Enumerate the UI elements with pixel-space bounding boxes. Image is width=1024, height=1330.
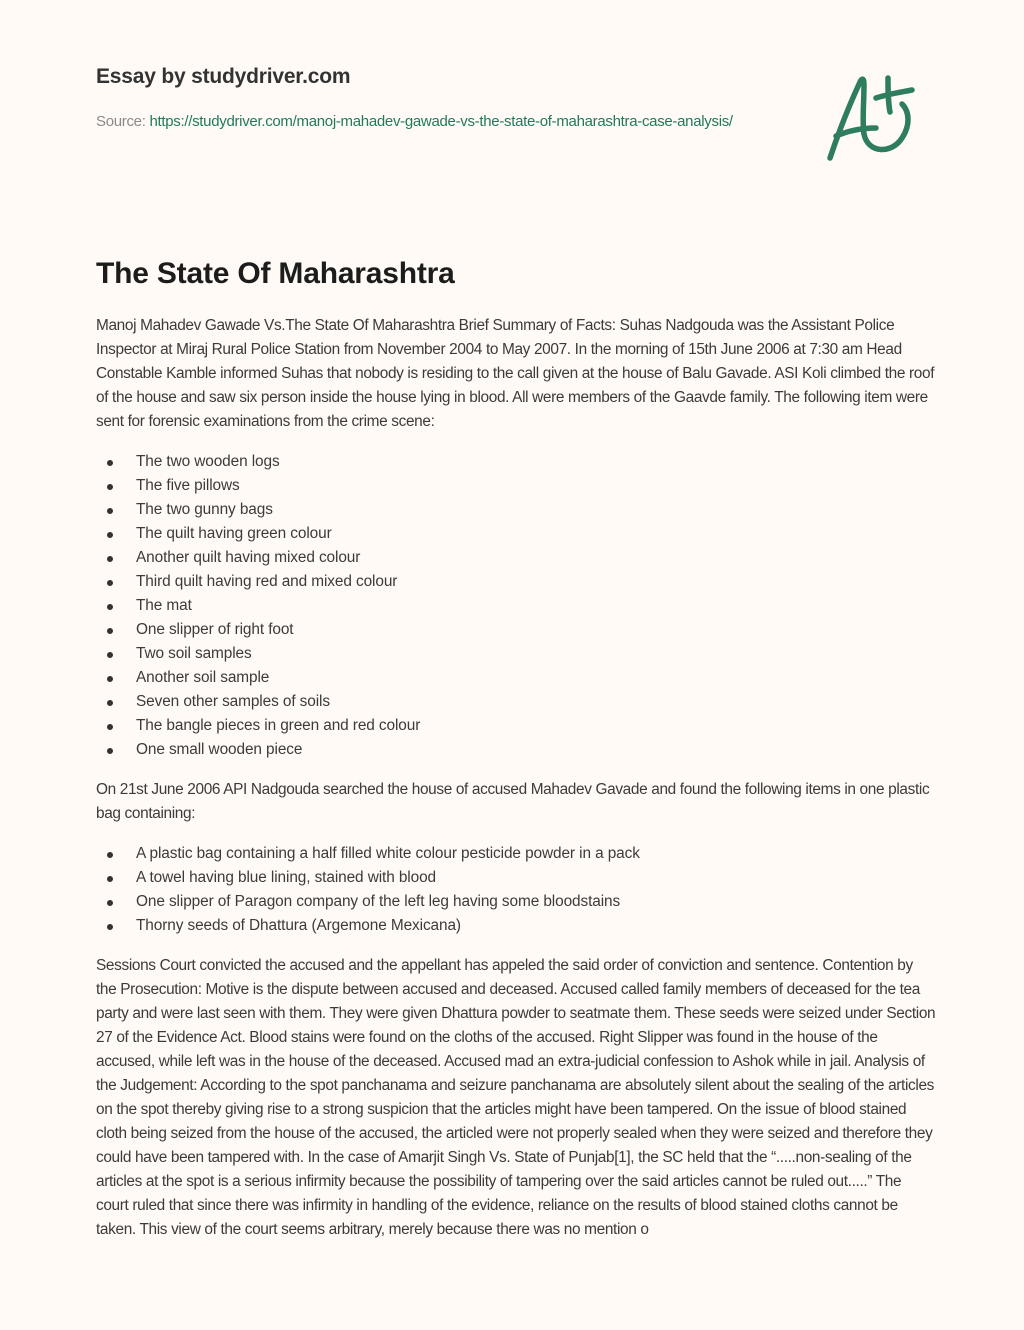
list-item: Third quilt having red and mixed colour <box>136 570 936 594</box>
forensic-items-list <box>96 450 936 762</box>
article-title: The State Of Maharashtra <box>96 257 455 290</box>
list-item: Another soil sample <box>136 666 936 690</box>
list-item: The mat <box>136 594 936 618</box>
source-line <box>96 110 776 134</box>
article-body <box>96 314 936 1258</box>
list-item: The bangle pieces in green and red colour <box>136 714 936 738</box>
site-title: Essay by studydriver.com <box>96 65 351 88</box>
list-item: The two gunny bags <box>136 498 936 522</box>
list-item: Another quilt having mixed colour <box>136 546 936 570</box>
source-link[interactable]: https://studydriver.com/manoj-mahadev-gawade-vs-the-state-of-maharashtra-case-analysis/ <box>149 113 733 130</box>
list-item: Seven other samples of soils <box>136 690 936 714</box>
intro-paragraph: Manoj Mahadev Gawade Vs.The State Of Maharashtra Brief Summary of Facts: Suhas Nadgouda was the Assistant Police Inspector at Miraj Rural Police Station from November 2004 to May 2007. In the morning of 15th June 2006 at 7:30 am Head Constable Kamble informed Suhas that nobody is residing to the call given at the house of Balu Gavade. ASI Koli climbed the roof of the house and saw six person inside the house lying in blood. All were members of the Gaavde family. The following item were sent for forensic examinations from the crime scene: <box>96 317 935 430</box>
seized-items-list <box>96 842 936 938</box>
list-item: Two soil samples <box>136 642 936 666</box>
list-item: The five pillows <box>136 474 936 498</box>
list-item: Thorny seeds of Dhattura (Argemone Mexicana) <box>136 914 936 938</box>
search-paragraph: On 21st June 2006 API Nadgouda searched the house of accused Mahadev Gavade and found the following items in one plastic bag containing: <box>96 781 930 822</box>
page-header <box>96 62 776 134</box>
a-plus-grade-icon <box>822 68 930 164</box>
list-item: One small wooden piece <box>136 738 936 762</box>
list-item: One slipper of Paragon company of the left leg having some bloodstains <box>136 890 936 914</box>
list-item: The quilt having green colour <box>136 522 936 546</box>
list-item: A towel having blue lining, stained with blood <box>136 866 936 890</box>
source-label: Source: <box>96 113 150 130</box>
list-item: The two wooden logs <box>136 450 936 474</box>
list-item: A plastic bag containing a half filled white colour pesticide powder in a pack <box>136 842 936 866</box>
analysis-paragraph: Sessions Court convicted the accused and the appellant has appeled the said order of conviction and sentence. Contention by the Prosecution: Motive is the dispute between accused and deceased. Accused called family members of deceased for the tea party and were last seen with them. They were given Dhattura powder to seatmate them. These seeds were seized under Section 27 of the Evidence Act. Blood stains were found on the cloths of the accused. Right Slipper was found in the house of the accused, while left was in the house of the deceased. Accused mad an extra-judicial confession to Ashok while in jail. Analysis of the Judgement: According to the spot panchanama and seizure panchanama are absolutely silent about the sealing of the articles on the spot thereby giving rise to a strong suspicion that the articles might have been tampered. On the issue of blood stained cloth being seized from the house of the accused, the articled were not properly sealed when they were seized and therefore they could have been tampered with. In the case of Amarjit Singh Vs. State of Punjab[1], the SC held that the “.....non-sealing of the articles at the spot is a serious infirmity because the possibility of tampering over the said articles cannot be ruled out.....” The court ruled that since there was infirmity in handling of the evidence, reliance on the results of blood stained cloths cannot be taken. This view of the court seems arbitrary, merely because there was no mention o <box>96 957 936 1238</box>
list-item: One slipper of right foot <box>136 618 936 642</box>
